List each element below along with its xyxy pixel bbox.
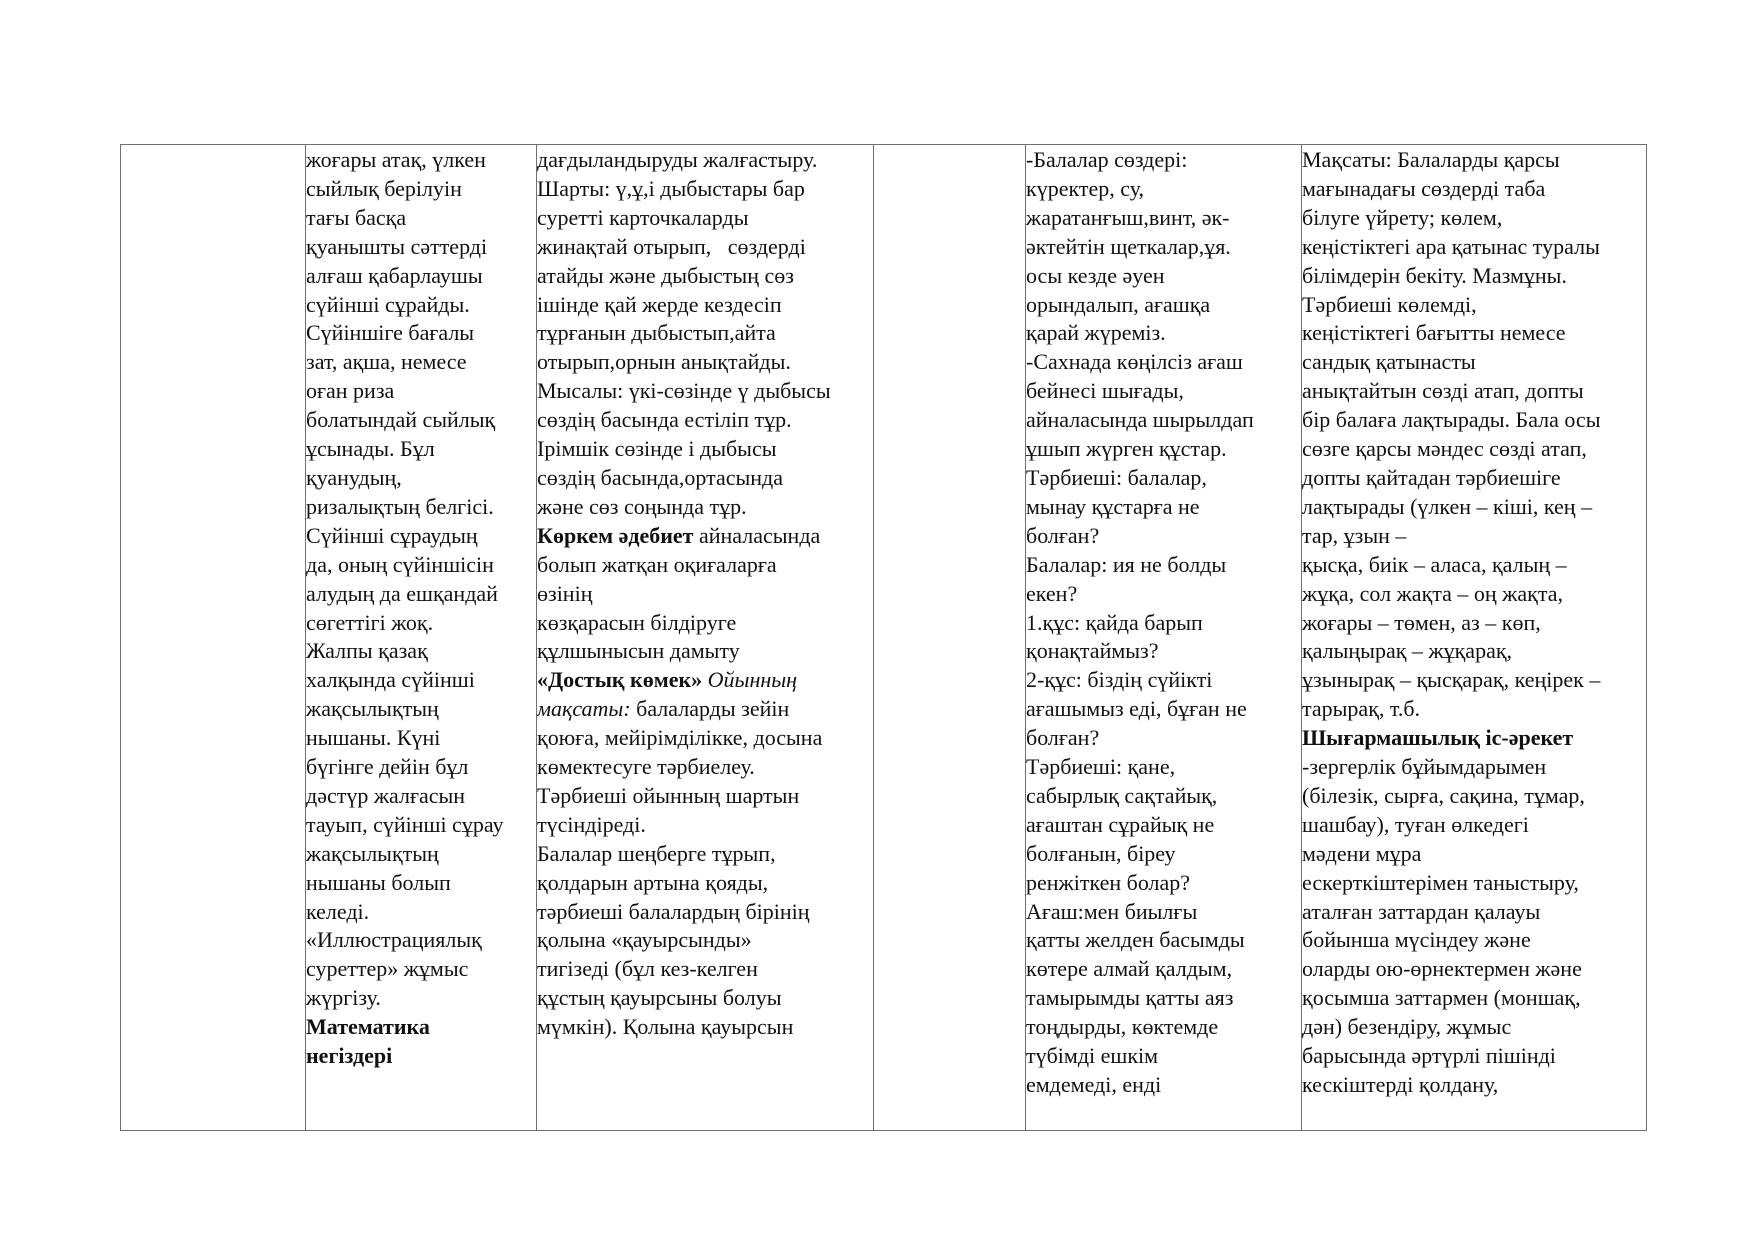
text-line: алғаш қабарлаушы: [306, 262, 483, 288]
text-line: отырып,орнын анықтайды.: [537, 349, 791, 375]
text-line: атайды және дыбыстың сөз: [537, 262, 794, 288]
text-line: Шарты: ү,ұ,і дыбыстары бар: [537, 175, 805, 201]
text-line: бір балаға лақтырады. Бала осы: [1302, 407, 1601, 433]
text-line: ұшып жүрген құстар.: [1026, 436, 1227, 462]
text-line: болған?: [1026, 725, 1100, 751]
text-line: барысында әртүрлі пішінді: [1302, 1043, 1556, 1069]
text-line: болғанын, біреу: [1026, 840, 1176, 866]
text-line: дағдыландыруды жалғастыру.: [537, 147, 818, 172]
table-cell-col5: [1026, 145, 1302, 1131]
text-line: мүмкін). Қолына қауырсын: [537, 1014, 794, 1040]
section-heading-mathematics-cont: негіздері: [306, 1043, 393, 1069]
text-line: жоғары – төмен, аз – көп,: [1302, 609, 1541, 635]
text-line: сүйінші сұрайды.: [306, 291, 470, 317]
text-line: Мақсаты: Балаларды қарсы: [1302, 147, 1560, 172]
lesson-plan-table: [120, 144, 1647, 1131]
text-line: жақсылықтың: [306, 840, 439, 866]
text-line: және сөз соңында тұр.: [537, 493, 747, 519]
text-line: 1.құс: қайда барып: [1026, 609, 1203, 635]
text-line: ризалықтың белгісі.: [306, 493, 494, 519]
text-line: [537, 666, 873, 695]
text-fragment: айналасында: [693, 522, 821, 548]
text-line: қоюға, мейірімділікке, досына: [537, 725, 823, 751]
text-line: сөзге қарсы мәндес сөзді атап,: [1302, 436, 1587, 462]
text-line: Тәрбиеші көлемді,: [1302, 291, 1477, 317]
text-line: құстың қауырсыны болуы: [537, 985, 782, 1011]
text-line: ұзынырақ – қысқарақ, кеңірек –: [1302, 667, 1601, 693]
table-cell-col2: [306, 145, 537, 1131]
text-line: айналасында шырылдап: [1026, 407, 1254, 433]
table-row: [121, 145, 1647, 1131]
text-line: көмектесуге тәрбиелеу.: [537, 754, 755, 780]
text-line: «Иллюстрациялық: [306, 927, 482, 953]
table-cell-col6: [1302, 145, 1647, 1131]
text-line: оларды ою-өрнектермен және: [1302, 956, 1582, 982]
text-line: [537, 522, 873, 551]
text-line: болып жатқан оқиғаларға: [537, 551, 777, 577]
text-line: Сүйіншіге бағалы: [306, 320, 475, 346]
text-line: зат, ақша, немесе: [306, 349, 467, 375]
text-line: қонақтаймыз?: [1026, 638, 1159, 664]
text-line: мәдени мұра: [1302, 840, 1422, 866]
text-line: қуанудың,: [306, 464, 402, 490]
text-line: кеңістіктегі бағытты немесе: [1302, 320, 1566, 346]
text-line: Жалпы қазақ: [306, 638, 428, 664]
text-line: көтере алмай қалдым,: [1026, 956, 1233, 982]
text-line: түбімді ешкім: [1026, 1043, 1159, 1069]
text-line: допты қайтадан тәрбиешіге: [1302, 464, 1561, 490]
text-line: Тәрбиеші: қане,: [1026, 754, 1176, 780]
text-line: суретті карточкаларды: [537, 204, 749, 230]
text-line: қолдарын артына қояды,: [537, 869, 769, 895]
text-line: күректер, су,: [1026, 175, 1145, 201]
text-line: халқында сүйінші: [306, 667, 475, 693]
text-line: қосымша заттармен (моншақ,: [1302, 985, 1581, 1011]
text-line: суреттер» жұмыс: [306, 956, 469, 982]
text-line: сандық қатынасты: [1302, 349, 1476, 375]
text-line: мағынадағы сөздерді таба: [1302, 175, 1546, 201]
text-line: [537, 695, 873, 724]
text-fragment: мақсаты:: [537, 696, 631, 722]
text-line: кеңістіктегі ара қатынас туралы: [1302, 233, 1600, 259]
text-fragment: Ойынның: [702, 667, 798, 693]
text-line: болатындай сыйлық: [306, 407, 496, 433]
table-cell-col4: [874, 145, 1026, 1131]
text-line: -Сахнада көңілсіз ағаш: [1026, 349, 1243, 375]
text-line: Тәрбиеші ойынның шартын: [537, 782, 800, 808]
text-line: да, оның сүйіншісін: [306, 551, 494, 577]
text-line: тұрғанын дыбыстып,айта: [537, 320, 776, 346]
text-line: сабырлық сақтайық,: [1026, 782, 1218, 808]
text-line: мынау құстарға не: [1026, 493, 1200, 519]
text-line: екен?: [1026, 580, 1078, 606]
text-line: орындалып, ағашқа: [1026, 291, 1211, 317]
text-line: түсіндіреді.: [537, 811, 646, 837]
text-line: Ірімшік сөзінде і дыбысы: [537, 436, 777, 462]
section-heading-literature: Көркем әдебиет: [537, 522, 694, 548]
text-line: шашбау), туған өлкедегі: [1302, 811, 1529, 837]
text-line: дәстүр жалғасын: [306, 782, 466, 808]
game-title: «Достық көмек»: [537, 667, 703, 693]
text-line: 2-құс: біздің сүйікті: [1026, 667, 1213, 693]
text-line: дән) безендіру, жұмыс: [1302, 1014, 1512, 1040]
text-line: алудың да ешқандай: [306, 580, 498, 606]
text-line: көзқарасын білдіруге: [537, 609, 737, 635]
text-line: тар, ұзын –: [1302, 522, 1407, 548]
section-heading-mathematics: Математика: [306, 1014, 430, 1040]
table-cell-col1: [121, 145, 306, 1131]
text-line: аталған заттардан қалауы: [1302, 898, 1541, 924]
text-line: анықтайтын сөзді атап, допты: [1302, 378, 1584, 404]
text-line: білімдерін бекіту. Мазмұны.: [1302, 262, 1567, 288]
text-fragment: балаларды зейін: [630, 696, 790, 722]
text-line: ішінде қай жерде кездесіп: [537, 291, 782, 317]
text-line: келеді.: [306, 898, 370, 924]
text-line: Балалар шеңберге тұрып,: [537, 840, 776, 866]
text-line: қуанышты сәттерді: [306, 233, 488, 259]
text-line: нышаны. Күні: [306, 725, 441, 751]
text-line: нышаны болып: [306, 869, 451, 895]
text-line: тигізеді (бұл кез-келген: [537, 956, 758, 982]
table-cell-col3: [537, 145, 874, 1131]
text-line: ұсынады. Бұл: [306, 436, 435, 462]
text-line: бейнесі шығады,: [1026, 378, 1184, 404]
text-line: осы кезде әуен: [1026, 262, 1165, 288]
text-line: -зергерлік бұйымдарымен: [1302, 754, 1547, 780]
text-line: білуге үйрету; көлем,: [1302, 204, 1503, 230]
text-line: қалыңырақ – жұқарақ,: [1302, 638, 1513, 664]
text-line: -Балалар сөздері:: [1026, 147, 1188, 172]
text-line: әктейтін щеткалар,ұя.: [1026, 233, 1231, 259]
text-line: Тәрбиеші: балалар,: [1026, 464, 1207, 490]
text-line: тарырақ, т.б.: [1302, 696, 1421, 722]
text-line: жұқа, сол жақта – оң жақта,: [1302, 580, 1563, 606]
section-heading-creative-activity: Шығармашылық іс-әрекет: [1302, 725, 1574, 751]
text-line: өзінің: [537, 580, 593, 606]
text-line: сөздің басында естіліп тұр.: [537, 407, 792, 433]
text-line: жоғары атақ, үлкен: [306, 147, 486, 172]
text-line: қолына «қауырсынды»: [537, 927, 752, 953]
text-line: ескерткіштерімен таныстыру,: [1302, 869, 1579, 895]
text-line: тағы басқа: [306, 204, 407, 230]
text-line: тоңдырды, көктемде: [1026, 1014, 1219, 1040]
text-line: оған риза: [306, 378, 395, 404]
text-line: қарай жүреміз.: [1026, 320, 1166, 346]
text-line: қысқа, биік – аласа, қалың –: [1302, 551, 1567, 577]
text-line: (білезік, сырға, сақина, тұмар,: [1302, 782, 1585, 808]
text-line: тамырымды қатты аяз: [1026, 985, 1234, 1011]
text-line: бойынша мүсіндеу және: [1302, 927, 1531, 953]
text-line: сыйлық берілуін: [306, 175, 462, 201]
text-line: кескіштерді қолдану,: [1302, 1072, 1499, 1097]
text-line: ағашымыз еді, бұған не: [1026, 696, 1247, 722]
text-line: болған?: [1026, 522, 1100, 548]
text-line: тәрбиеші балалардың бірінің: [537, 898, 810, 924]
text-line: құлшынысын дамыту: [537, 638, 740, 664]
text-line: лақтырады (үлкен – кіші, кең –: [1302, 493, 1593, 519]
text-line: емдемеді, енді: [1026, 1072, 1162, 1097]
text-line: тауып, сүйінші сұрау: [306, 811, 504, 837]
text-line: жинақтай отырып, сөздерді: [537, 233, 806, 259]
text-line: қатты желден басымды: [1026, 927, 1245, 953]
text-line: Ағаш:мен биылғы: [1026, 898, 1198, 924]
text-line: Балалар: ия не болды: [1026, 551, 1227, 577]
text-line: жүргізу.: [306, 985, 381, 1011]
text-line: бүгінге дейін бұл: [306, 754, 469, 780]
text-line: жақсылықтың: [306, 696, 439, 722]
text-line: сөздің басында,ортасында: [537, 464, 784, 490]
text-line: ренжіткен болар?: [1026, 869, 1191, 895]
text-line: Мысалы: үкі-сөзінде ү дыбысы: [537, 378, 831, 404]
text-line: ағаштан сұрайық не: [1026, 811, 1215, 837]
text-line: сөгеттігі жоқ.: [306, 609, 434, 635]
text-line: жаратанғыш,винт, әк-: [1026, 204, 1230, 230]
text-line: Сүйінші сұраудың: [306, 522, 478, 548]
